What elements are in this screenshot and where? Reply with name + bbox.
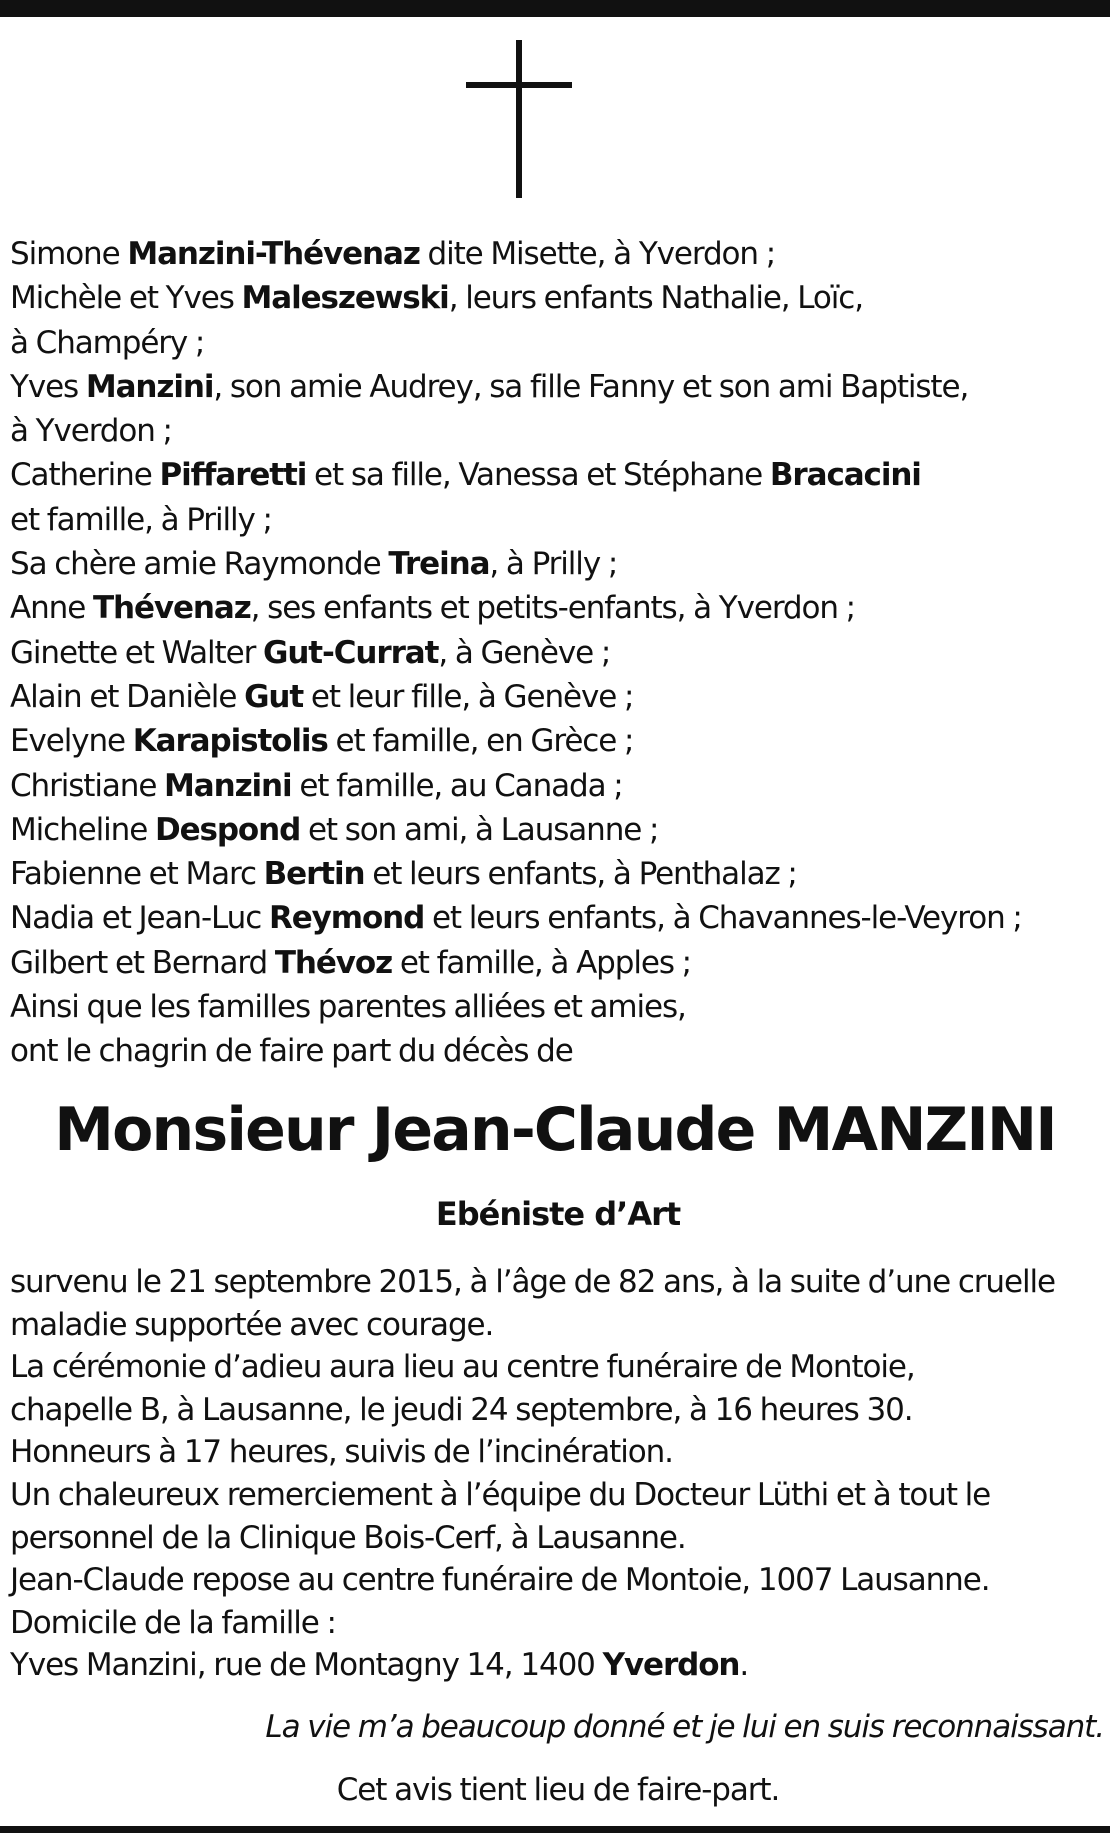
ceremony-details [10, 1261, 1105, 1687]
cross-icon [466, 40, 572, 198]
mourner-line: Ginette et Walter Gut-Currat, à Genève ; [10, 634, 611, 671]
mourner-line: Catherine Piffaretti et sa fille, Vanessa et Stéphane Bracacini [10, 457, 921, 494]
mourner-line: Michèle et Yves Maleszewski, leurs enfants Nathalie, Loïc, [10, 280, 864, 317]
detail-line: personnel de la Clinique Bois-Cerf, à Lausanne. [10, 1519, 686, 1556]
mourner-line: Christiane Manzini et famille, au Canada ; [10, 767, 623, 804]
detail-line: La cérémonie d’adieu aura lieu au centre funéraire de Montoie, [10, 1349, 915, 1386]
mourner-line: Fabienne et Marc Bertin et leurs enfants, à Penthalaz ; [10, 856, 797, 893]
detail-line: chapelle B, à Lausanne, le jeudi 24 septembre, à 16 heures 30. [10, 1391, 913, 1428]
mourner-line: Yves Manzini, son amie Audrey, sa fille Fanny et son ami Baptiste, [10, 368, 969, 405]
notice-text: Cet avis tient lieu de faire-part. [336, 1772, 780, 1808]
mourner-line: à Yverdon ; [10, 413, 172, 450]
mourner-line: Sa chère amie Raymonde Treina, à Prilly ; [10, 546, 618, 583]
mourner-line: à Champéry ; [10, 324, 205, 361]
detail-line: survenu le 21 septembre 2015, à l’âge de 82 ans, à la suite d’une cruelle [10, 1264, 1055, 1300]
mourner-line: Evelyne Karapistolis et famille, en Grèce ; [10, 723, 634, 760]
detail-line: Domicile de la famille : [10, 1604, 336, 1641]
mourner-line: Gilbert et Bernard Thévoz et famille, à Apples ; [10, 944, 691, 981]
deceased-name: Monsieur Jean-Claude MANZINI [54, 1095, 1056, 1165]
mourner-line: et famille, à Prilly ; [10, 501, 272, 538]
mourners-list [10, 232, 1105, 1074]
mourner-line: Nadia et Jean-Luc Reymond et leurs enfants, à Chavannes-le-Veyron ; [10, 900, 1022, 937]
detail-line: maladie supportée avec courage. [10, 1306, 494, 1343]
closing-quote: La vie m’a beaucoup donné et je lui en suis reconnaissant. [265, 1709, 1104, 1745]
mourner-line: Micheline Despond et son ami, à Lausanne ; [10, 811, 659, 848]
mourner-line: Ainsi que les familles parentes alliées et amies, [10, 989, 686, 1026]
top-border-rule [0, 0, 1110, 17]
detail-line: Un chaleureux remerciement à l’équipe du Docteur Lüthi et à tout le [10, 1476, 991, 1513]
deceased-title: Ebéniste d’Art [435, 1195, 681, 1233]
detail-line: Jean-Claude repose au centre funéraire de Montoie, 1007 Lausanne. [10, 1562, 990, 1599]
mourner-line: Anne Thévenaz, ses enfants et petits-enfants, à Yverdon ; [10, 590, 856, 627]
bottom-border-rule [0, 1826, 1110, 1833]
mourner-line: ont le chagrin de faire part du décès de [10, 1033, 573, 1070]
mourner-line: Simone Manzini-Thévenaz dite Misette, à Yverdon ; [10, 236, 776, 272]
detail-line: Honneurs à 17 heures, suivis de l’incinération. [10, 1434, 673, 1471]
family-address: Yves Manzini, rue de Montagny 14, 1400 Yverdon. [10, 1647, 749, 1684]
mourner-line: Alain et Danièle Gut et leur fille, à Genève ; [10, 678, 634, 715]
